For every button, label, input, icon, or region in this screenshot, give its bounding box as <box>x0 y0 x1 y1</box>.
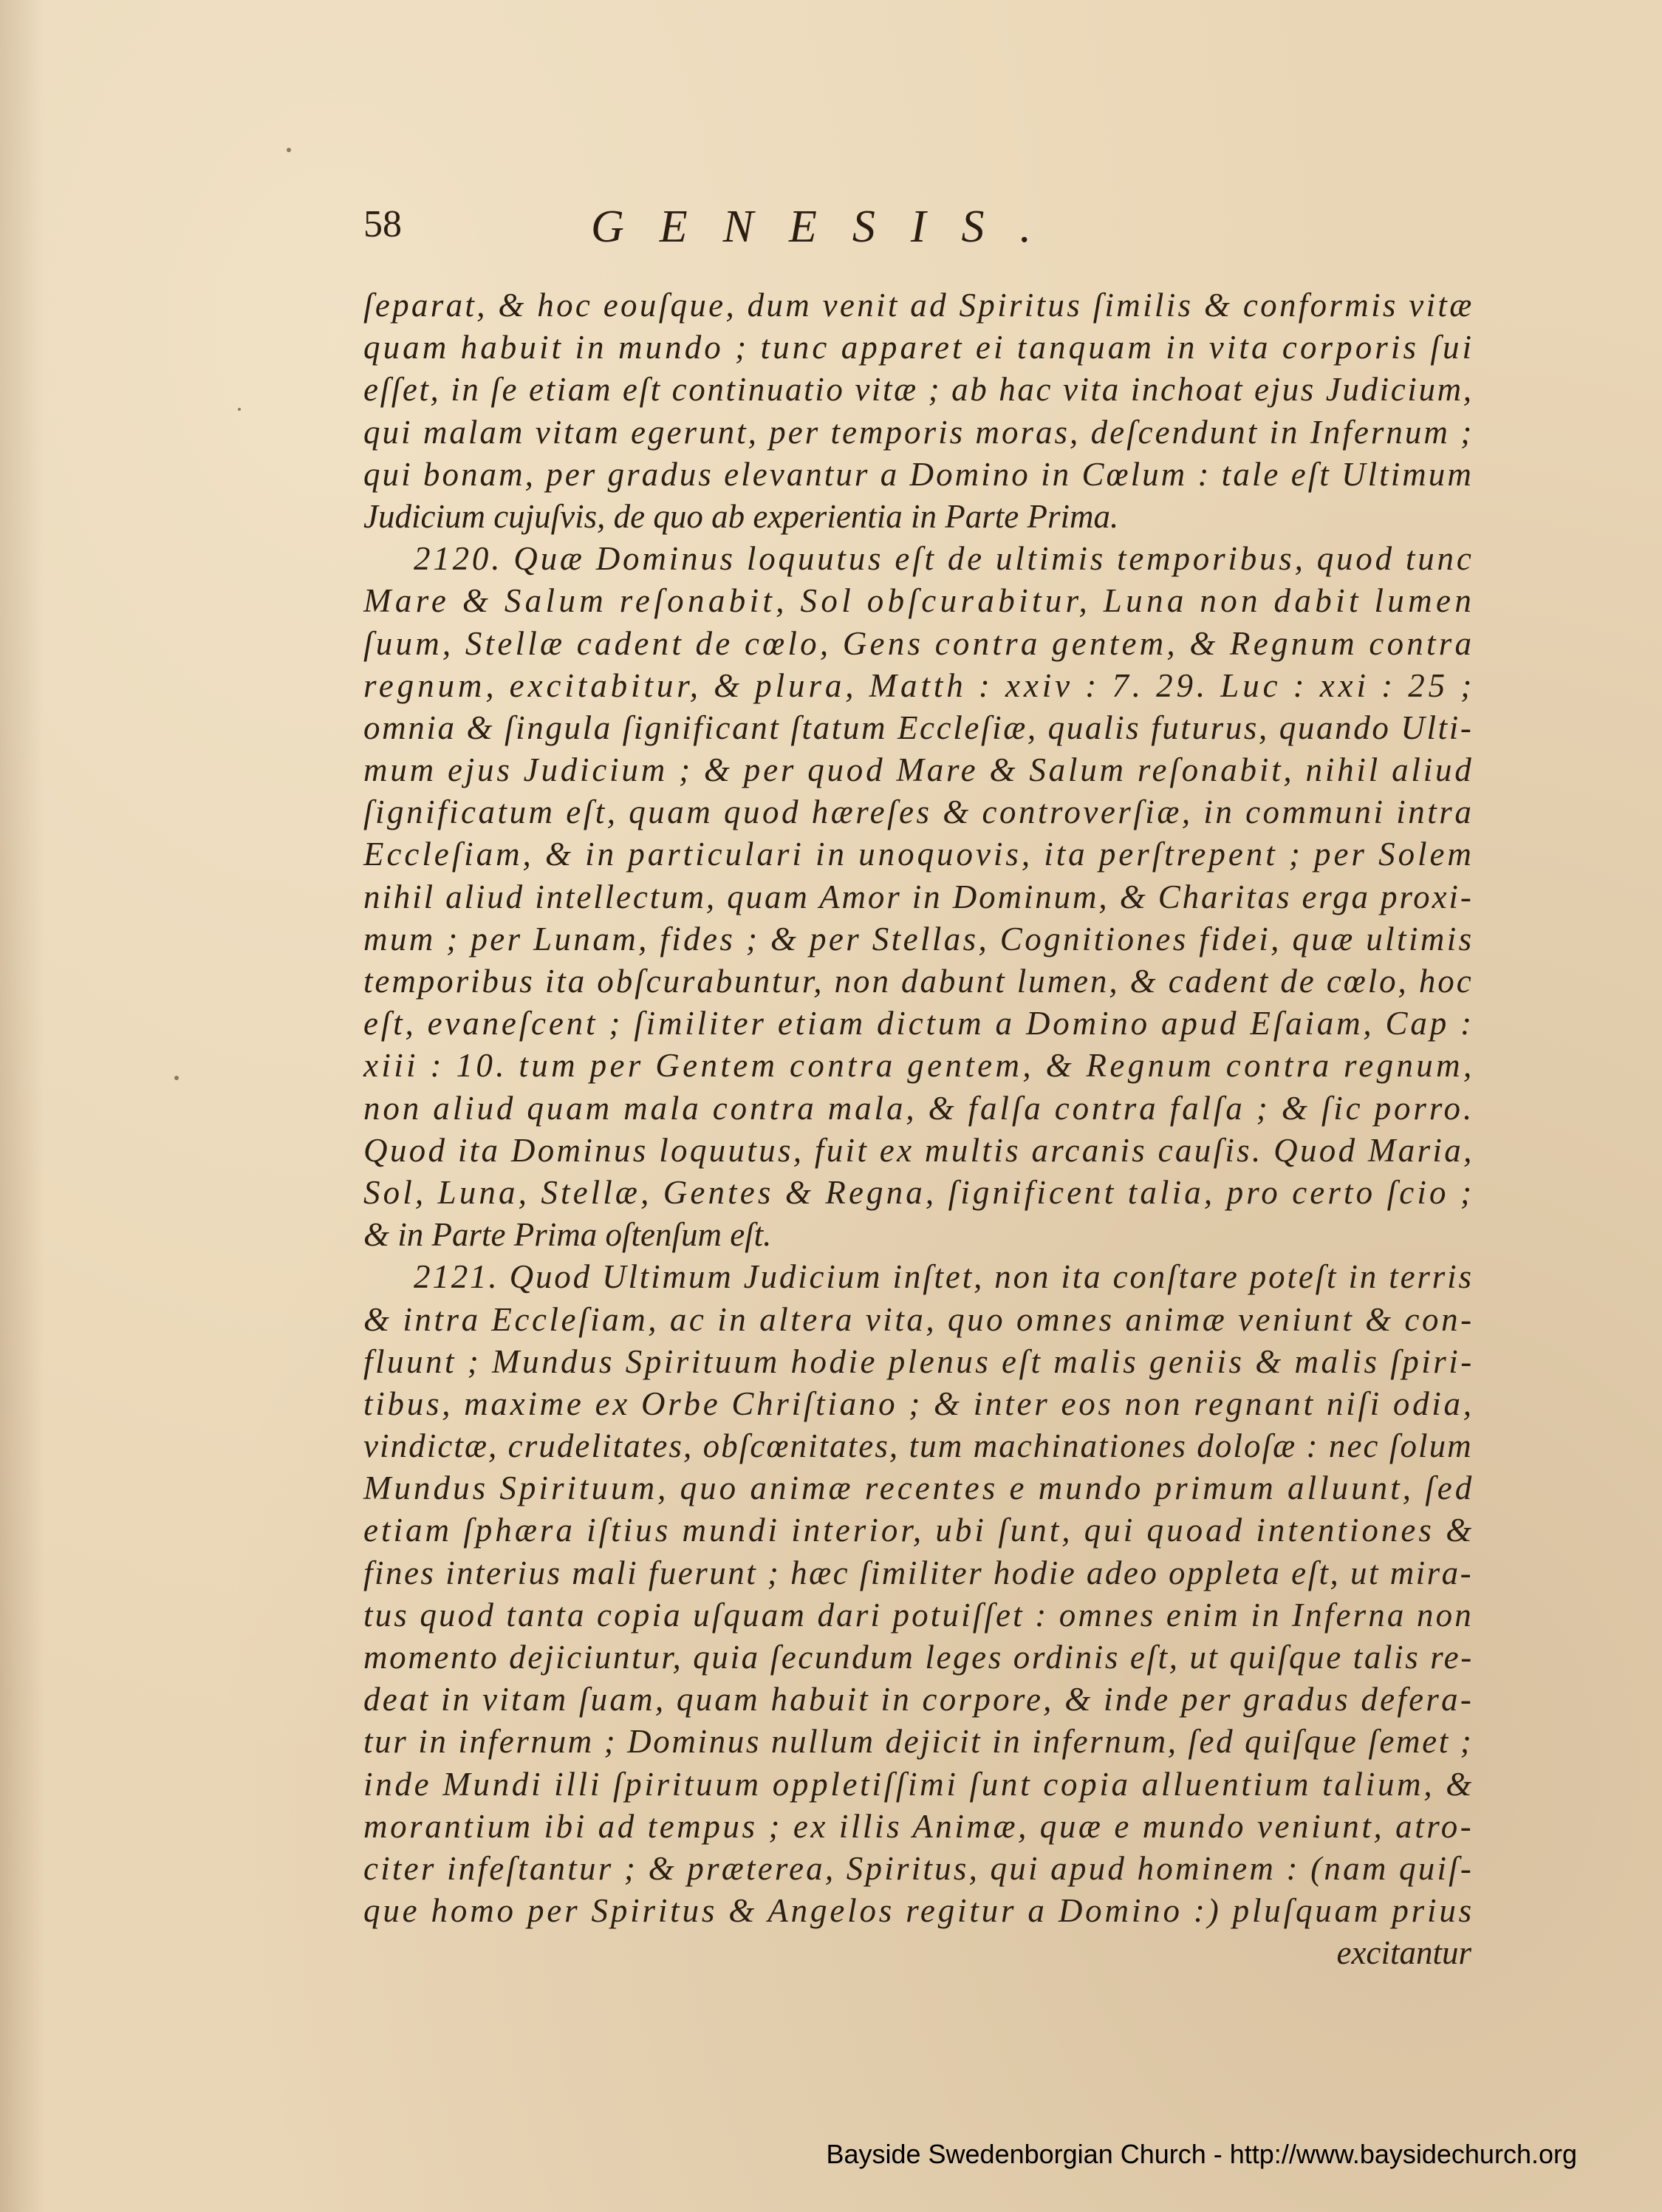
text-line: mum ejus Judicium ; & per quod Mare & Salum reſonabit, nihil aliud <box>363 751 1474 789</box>
paper-speck <box>238 408 241 411</box>
text-line: ſuum, Stellæ cadent de cœlo, Gens contra gentem, & Regnum contra <box>363 624 1475 662</box>
text-line: etiam ſphæra iſtius mundi interior, ubi ſunt, qui quoad intentiones & <box>363 1512 1475 1549</box>
text-line: fluunt ; Mundus Spirituum hodie plenus eſt malis geniis & malis ſpiri- <box>363 1342 1474 1380</box>
text-line: & in Parte Prima oſtenſum eſt. <box>363 1216 772 1254</box>
text-line: quam habuit in mundo ; tunc apparet ei tanquam in vita corporis ſui <box>363 329 1475 366</box>
text-line: tur in infernum ; Dominus nullum dejicit in infernum, ſed quiſque ſemet ; <box>363 1723 1474 1761</box>
text-line: temporibus ita obſcurabuntur, non dabunt lumen, & cadent de cœlo, hoc <box>363 963 1474 1000</box>
text-line: omnia & ſingula ſignificant ſtatum Eccleſiæ, qualis futurus, quando Ulti- <box>363 709 1474 746</box>
text-line: qui bonam, per gradus elevantur a Domino in Cœlum : tale eſt Ultimum <box>363 455 1474 493</box>
text-line: Mare & Salum reſonabit, Sol obſcurabitur, Luna non dabit lumen <box>363 582 1476 620</box>
text-line: morantium ibi ad tempus ; ex illis Animæ, quæ e mundo veniunt, atro- <box>363 1807 1474 1845</box>
text-line: eſſet, in ſe etiam eſt continuatio vitæ ; ab hac vita inchoat ejus Judicium, <box>363 371 1474 409</box>
text-line: Quod ita Dominus loquutus, fuit ex multis arcanis cauſis. Quod Maria, <box>363 1131 1474 1169</box>
text-line: ſignificatum eſt, quam quod hæreſes & controverſiæ, in communi intra <box>363 793 1474 831</box>
text-line: momento dejiciuntur, quia ſecundum leges ordinis eſt, ut quiſque talis re- <box>363 1639 1474 1676</box>
body-text <box>363 284 1476 1975</box>
text-line: eſt, evaneſcent ; ſimiliter etiam dictum a Domino apud Eſaiam, Cap : <box>363 1005 1474 1042</box>
text-line: fines interius mali fuerunt ; hæc ſimiliter hodie adeo oppleta eſt, ut mira- <box>363 1554 1474 1591</box>
text-line: xiii : 10. tum per Gentem contra gentem, & Regnum contra regnum, <box>363 1047 1475 1085</box>
text-line: excitantur <box>1336 1934 1471 1972</box>
text-line: non aliud quam mala contra mala, & falſa contra falſa ; & ſic porro. <box>363 1089 1475 1127</box>
paper-speck <box>174 1076 179 1080</box>
text-line: citer infeſtantur ; & præterea, Spiritus, qui apud hominem : (nam quiſ- <box>363 1849 1474 1887</box>
paper-speck <box>287 148 291 152</box>
text-line: 2121. Quod Ultimum Judicium inſtet, non ita conſtare poteſt in terris <box>414 1258 1474 1296</box>
text-line: Mundus Spirituum, quo animæ recentes e mundo primum alluunt, ſed <box>363 1469 1475 1507</box>
text-line: tus quod tanta copia uſquam dari potuiſſet : omnes enim in Inferna non <box>363 1596 1474 1634</box>
text-line: & intra Eccleſiam, ac in altera vita, quo omnes animæ veniunt & con- <box>363 1300 1474 1338</box>
text-line: 2120. Quæ Dominus loquutus eſt de ultimis temporibus, quod tunc <box>414 540 1474 578</box>
text-line: Eccleſiam, & in particulari in unoquovis, ita perſtrepent ; per Solem <box>363 836 1474 873</box>
text-line: inde Mundi illi ſpirituum oppletiſſimi ſunt copia alluentium talium, & <box>363 1765 1474 1803</box>
page-header <box>363 194 1191 267</box>
text-line: Judicium cujuſvis, de quo ab experientia in Parte Prima. <box>363 497 1119 535</box>
page-number: 58 <box>363 203 402 245</box>
watermark-caption: Bayside Swedenborgian Church - http://www.baysidechurch.org <box>826 2139 1577 2169</box>
running-title: GENESIS. <box>590 202 1067 252</box>
text-line: nihil aliud intellectum, quam Amor in Dominum, & Charitas erga proxi- <box>363 878 1474 915</box>
text-line: mum ; per Lunam, fides ; & per Stellas, Cognitiones fidei, quæ ultimis <box>363 920 1474 957</box>
text-line: vindictæ, crudelitates, obſcœnitates, tum machinationes doloſæ : nec ſolum <box>363 1427 1473 1465</box>
text-line: Sol, Luna, Stellæ, Gentes & Regna, ſignificent talia, pro certo ſcio ; <box>363 1173 1475 1211</box>
text-line: que homo per Spiritus & Angelos regitur a Domino :) pluſquam prius <box>363 1892 1475 1930</box>
text-line: ſeparat, & hoc eouſque, dum venit ad Spiritus ſimilis & conformis vitæ <box>363 287 1474 324</box>
text-line: tibus, maxime ex Orbe Chriſtiano ; & inter eos non regnant niſi odia, <box>363 1385 1474 1422</box>
text-line: deat in vitam ſuam, quam habuit in corpore, & inde per gradus defera- <box>363 1681 1474 1718</box>
text-line: regnum, excitabitur, & plura, Matth : xxiv : 7. 29. Luc : xxi : 25 ; <box>363 666 1476 704</box>
text-line: qui malam vitam egerunt, per temporis moras, deſcendunt in Infernum ; <box>363 413 1474 451</box>
